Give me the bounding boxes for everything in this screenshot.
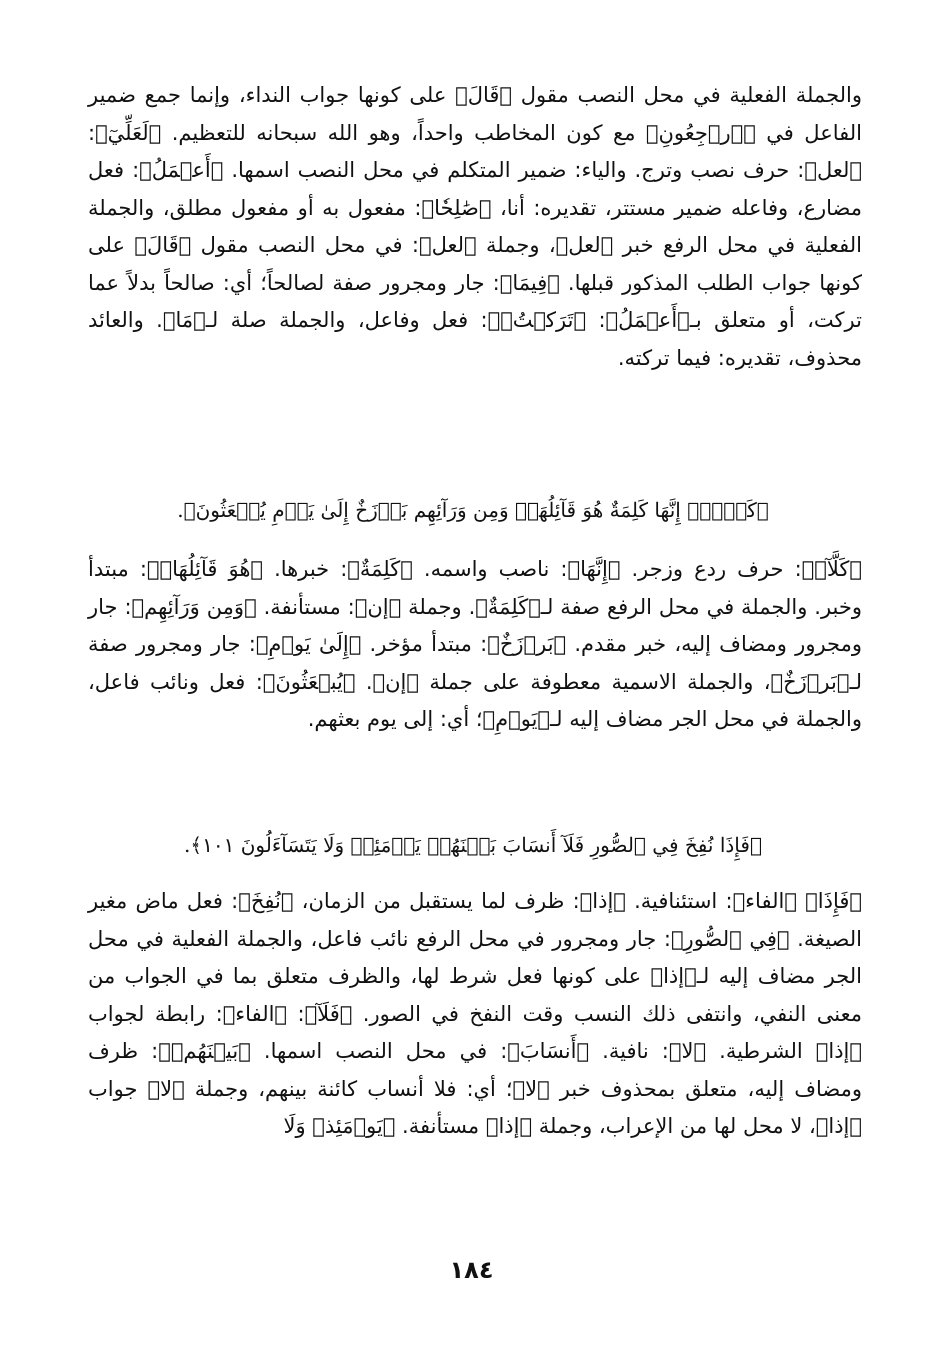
paragraph-text: ﴿فَإِذَا﴾ ﴿الفاء﴾: استئنافية. ﴿إذا﴾: ظرف لما يستقبل من الزمان، ﴿نُفِخَ﴾: فعل ماض مغير الصيغة. ﴿فِي ٱلصُّورِ﴾: جار ومجرور في محل الرفع نائب فاعل، والجملة الفعلية في محل الجر مضاف إليه لـ﴿إذا﴾ على كونها فعل شرط لها، والظرف متعلق بما في الجواب من معنى النفي، وانتفى ذلك النسب وقت النفخ في الصور. ﴿فَلَآ﴾: ﴿الفاء﴾: رابطة لجواب ﴿إذا﴾ الشرطية. ﴿لا﴾: نافية. ﴿أَنسَابَ﴾: في محل النصب اسمها. ﴿بَيۡنَهُمۡ﴾: ظرف ومضاف إليه، متعلق بمحذوف خبر ﴿لا﴾؛ أي: فلا أنساب كائنة بينهم، وجملة ﴿لا﴾ جواب ﴿إذا﴾، لا محل لها من الإعراب، وجملة ﴿إذا﴾ مستأنفة. ﴿يَوۡمَئِذٖ وَلَا (88, 889, 862, 1138)
commentary-paragraph (88, 551, 862, 739)
commentary-paragraph (88, 77, 862, 377)
quran-verse: ﴿كَلَّآۚ إِنَّهَا كَلِمَةٌ هُوَ قَآئِلُهَاۖ وَمِن وَرَآئِهِم بَرۡزَخٌ إِلَىٰ يَوۡمِ يُبۡعَثُونَ﴾. (177, 498, 769, 522)
quran-verse: ﴿فَإِذَا نُفِخَ فِي ٱلصُّورِ فَلَآ أَنسَابَ بَيۡنَهُمۡ يَوۡمَئِذٖ وَلَا يَتَسَآءَلُونَ ١٠١﴾. (184, 833, 762, 857)
commentary-paragraph (88, 883, 862, 1146)
paragraph-text: والجملة الفعلية في محل النصب مقول ﴿قَالَ﴾ على كونها جواب النداء، وإنما جمع ضمير الفاعل في ﴿ٱرۡجِعُونِ﴾ مع كون المخاطب واحداً، وهو الله سبحانه للتعظيم. ﴿لَعَلِّيٓ﴾: ﴿لعل﴾: حرف نصب وترج. والياء: ضمير المتكلم في محل النصب اسمها. ﴿أَعۡمَلُ﴾: فعل مضارع، وفاعله ضمير مستتر، تقديره: أنا، ﴿صَٰلِحٗا﴾: مفعول به أو مفعول مطلق، والجملة الفعلية في محل الرفع خبر ﴿لعل﴾، وجملة ﴿لعل﴾: في محل النصب مقول ﴿قَالَ﴾ على كونها جواب الطلب المذكور قبلها. ﴿فِيمَا﴾: جار ومجرور صفة لصالحاً؛ أي: صالحاً بدلاً عما تركت، أو متعلق بـ﴿أَعۡمَلُ﴾: ﴿تَرَكۡتُۚ﴾: فعل وفاعل، والجملة صلة لـ﴿مَا﴾. والعائد محذوف، تقديره: فيما تركته. (88, 83, 862, 370)
paragraph-text: ﴿كَلَّآۚ﴾: حرف ردع وزجر. ﴿إِنَّهَا﴾: ناصب واسمه. ﴿كَلِمَةٌ﴾: خبرها. ﴿هُوَ قَآئِلُهَاۖ﴾: مبتدأ وخبر. والجملة في محل الرفع صفة لـ﴿كَلِمَةٌ﴾. وجملة ﴿إن﴾: مستأنفة. ﴿وَمِن وَرَآئِهِم﴾: جار ومجرور ومضاف إليه، خبر مقدم. ﴿بَرۡزَخٌ﴾: مبتدأ مؤخر. ﴿إِلَىٰ يَوۡمِ﴾: جار ومجرور صفة لـ﴿بَرۡزَخٌ﴾، والجملة الاسمية معطوفة على جملة ﴿إن﴾. ﴿يُبۡعَثُونَ﴾: فعل ونائب فاعل، والجملة في محل الجر مضاف إليه لـ﴿يَوۡمِ﴾؛ أي: إلى يوم بعثهم. (88, 557, 862, 731)
page-number: ١٨٤ (449, 1256, 494, 1284)
